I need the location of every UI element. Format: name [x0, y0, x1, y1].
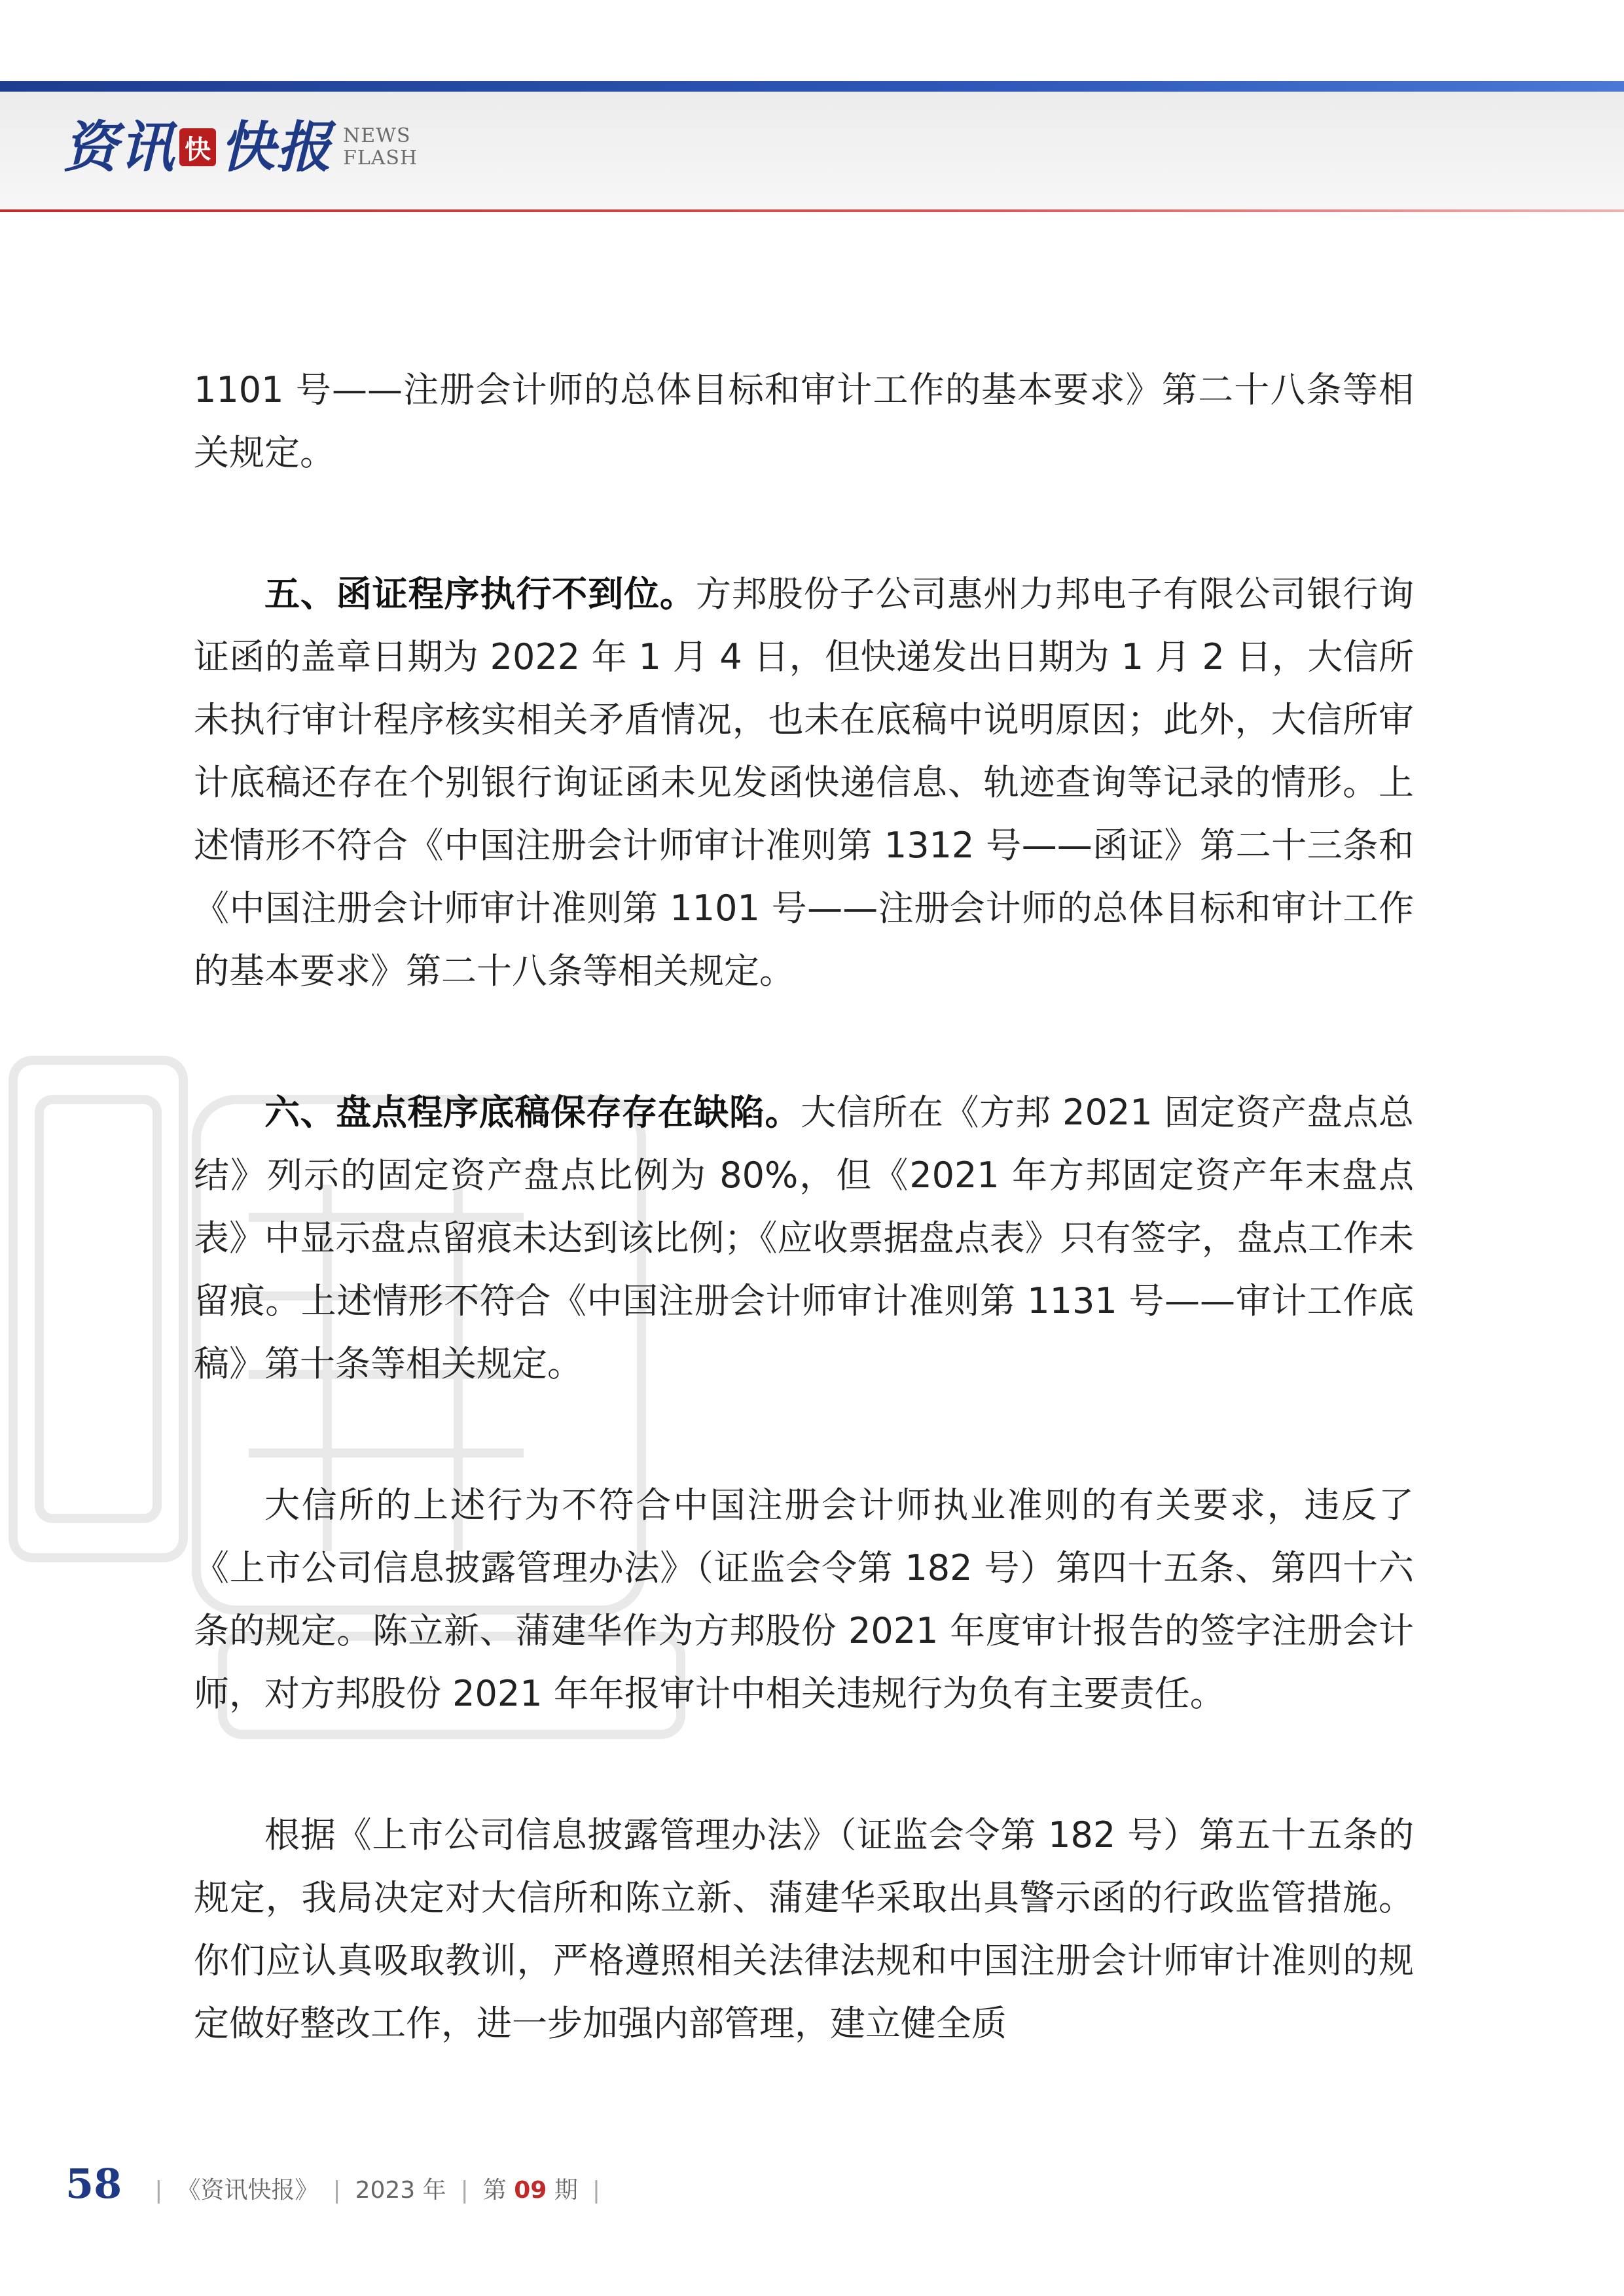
page-footer	[65, 2160, 615, 2212]
footer-issue-suffix: 期	[554, 2177, 578, 2204]
logo-seal-icon: 快	[179, 128, 216, 166]
footer-issue-number: 09	[514, 2177, 547, 2204]
paragraph-5-text: 根据《上市公司信息披露管理办法》（证监会令第 182 号）第五十五条的规定，我局决定对大信所和陈立新、蒲建华采取出具警示函的行政监管措施。你们应认真吸取教训，严格遵照相关法律法规和中国注册会计师审计准则的规定做好整改工作，进一步加强内部管理，建立健全质	[194, 1814, 1414, 2044]
logo-title-part2: 快报	[220, 115, 333, 179]
logo-title-part1: 资讯	[63, 115, 176, 179]
footer-issue-prefix: 第	[482, 2177, 507, 2204]
header-divider	[0, 209, 1624, 212]
article-body	[194, 359, 1414, 2134]
paragraph-2-text: 方邦股份子公司惠州力邦电子有限公司银行询证函的盖章日期为 2022 年 1 月 4 日，但快递发出日期为 1 月 2 日，大信所未执行审计程序核实相关矛盾情况，也未在底稿中说明原因；此外，大信所审计底稿还存在个别银行询证函未见发函快递信息、轨迹查询等记录的情形。上述情形不符合《中国注册会计师审计准则第 1312 号——函证》第二十三条和《中国注册会计师审计准则第 1101 号——注册会计师的总体目标和审计工作的基本要求》第二十八条等相关规定。	[194, 573, 1415, 992]
logo-english-line1: NEWS	[343, 124, 411, 147]
paragraph-3-heading: 六、盘点程序底稿保存存在缺陷。	[264, 1092, 801, 1133]
paragraph-2	[194, 563, 1414, 1003]
footer-separator: |	[154, 2177, 163, 2204]
footer-year: 2023 年	[355, 2177, 446, 2204]
paragraph-1-text: 1101 号——注册会计师的总体目标和审计工作的基本要求》第二十八条等相关规定。	[194, 369, 1414, 473]
paragraph-3-text: 大信所在《方邦 2021 固定资产盘点总结》列示的固定资产盘点比例为 80%，但《2021 年方邦固定资产年末盘点表》中显示盘点留痕未达到该比例；《应收票据盘点表》只有签字，盘点工作未留痕。上述情形不符合《中国注册会计师审计准则第 1131 号——审计工作底稿》第十条等相关规定。	[194, 1092, 1414, 1384]
paragraph-4	[194, 1474, 1414, 1725]
footer-publication: 《资讯快报》	[177, 2177, 319, 2204]
paragraph-1	[194, 359, 1414, 484]
footer-separator: |	[333, 2177, 341, 2204]
logo-english	[343, 125, 418, 170]
logo-english-line2: FLASH	[343, 147, 418, 170]
paragraph-5	[194, 1804, 1414, 2055]
paragraph-2-heading: 五、函证程序执行不到位。	[264, 573, 696, 615]
footer-separator: |	[460, 2177, 469, 2204]
footer-separator: |	[592, 2177, 600, 2204]
footer-issue	[483, 2172, 578, 2205]
header-top-bar	[0, 81, 1624, 92]
masthead-logo	[63, 111, 418, 183]
paragraph-4-text: 大信所的上述行为不符合中国注册会计师执业准则的有关要求，违反了《上市公司信息披露管理办法》（证监会令第 182 号）第四十五条、第四十六条的规定。陈立新、蒲建华作为方邦股份 2021 年度审计报告的签字注册会计师，对方邦股份 2021 年年报审计中相关违规行为负有主要责任。	[194, 1484, 1414, 1714]
paragraph-3	[194, 1081, 1414, 1395]
page-number: 58	[65, 2160, 122, 2208]
